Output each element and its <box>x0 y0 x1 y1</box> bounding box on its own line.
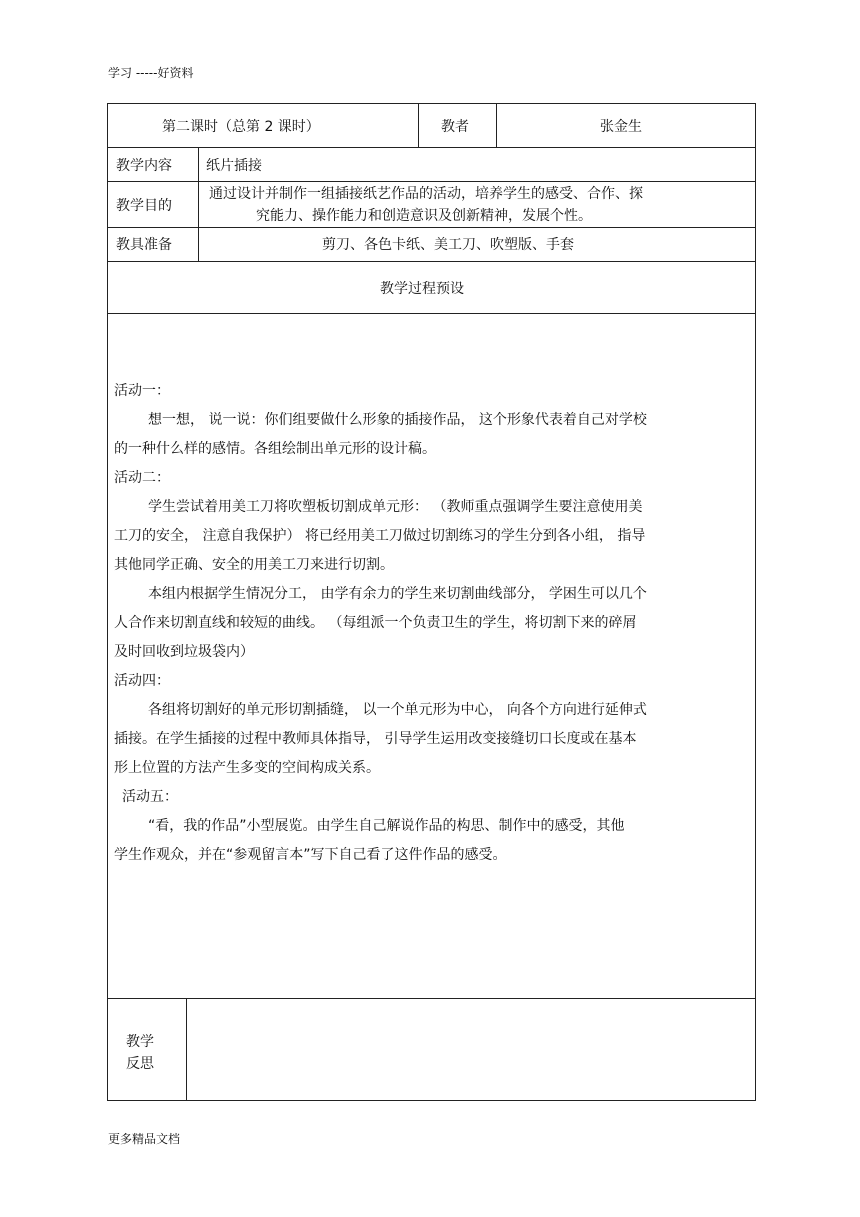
process-content <box>114 377 754 870</box>
activity-3-line: 及时回收到垃圾袋内） <box>114 644 254 660</box>
activity-1-title: 活动一： <box>114 383 170 399</box>
row-divider <box>107 181 756 182</box>
activity-2-title: 活动二： <box>114 470 170 486</box>
column-divider <box>198 147 199 261</box>
row-divider <box>107 147 756 148</box>
activity-3-line: 本组内根据学生情况分工， 由学有余力的学生来切割曲线部分， 学困生可以几个 <box>148 586 647 602</box>
row-divider <box>107 227 756 228</box>
activity-3-line: 人合作来切割直线和较短的曲线。 （每组派一个负责卫生的学生，将切割下来的碎屑 <box>114 615 637 631</box>
objective-line-2: 究能力、操作能力和创造意识及创新精神，发展个性。 <box>256 208 592 224</box>
content-value: 纸片插接 <box>206 158 262 174</box>
row-divider <box>107 313 756 314</box>
row-divider <box>107 998 756 999</box>
reflection-label-line-2: 反思 <box>126 1056 154 1072</box>
content-label: 教学内容 <box>116 158 172 174</box>
activity-4-title: 活动四： <box>114 673 170 689</box>
activity-5-title: 活动五： <box>122 789 178 805</box>
column-divider <box>186 998 187 1101</box>
column-divider <box>496 103 497 147</box>
activity-4-line: 各组将切割好的单元形切割插缝， 以一个单元形为中心， 向各个方向进行延伸式 <box>148 702 647 718</box>
activity-5-line: “看，我的作品”小型展览。由学生自己解说作品的构思、制作中的感受，其他 <box>148 818 625 834</box>
activity-4-line: 插接。在学生插接的过程中教师具体指导， 引导学生运用改变接缝切口长度或在基本 <box>114 731 637 747</box>
teacher-name: 张金生 <box>600 119 642 135</box>
activity-2-line: 工刀的安全， 注意自我保护） 将已经用美工刀做过切割练习的学生分到各小组， 指导 <box>114 528 646 544</box>
process-heading: 教学过程预设 <box>380 281 464 297</box>
page-header-note: 学习 -----好资料 <box>108 66 194 80</box>
activity-5-line: 学生作观众，并在“参观留言本”写下自己看了这件作品的感受。 <box>114 847 507 863</box>
activity-2-line: 其他同学正确、安全的用美工刀来进行切割。 <box>114 557 394 573</box>
column-divider <box>418 103 419 147</box>
activity-1-line: 想一想， 说一说：你们组要做什么形象的插接作品， 这个形象代表着自己对学校 <box>148 412 647 428</box>
materials-label: 教具准备 <box>116 237 172 253</box>
materials-value: 剪刀、各色卡纸、美工刀、吹塑版、手套 <box>322 237 574 253</box>
activity-4-line: 形上位置的方法产生多变的空间构成关系。 <box>114 760 380 776</box>
lesson-period: 第二课时（总第 2 课时） <box>162 119 320 135</box>
reflection-content-area <box>188 1000 754 1099</box>
teacher-label: 教者 <box>441 119 469 135</box>
activity-1-line: 的一种什么样的感情。各组绘制出单元形的设计稿。 <box>114 441 436 457</box>
objective-label: 教学目的 <box>116 198 172 214</box>
row-divider <box>107 261 756 262</box>
activity-2-line: 学生尝试着用美工刀将吹塑板切割成单元形： （教师重点强调学生要注意使用美 <box>148 499 643 515</box>
objective-line-1: 通过设计并制作一组插接纸艺作品的活动，培养学生的感受、合作、探 <box>209 186 643 202</box>
page-footer-note: 更多精品文档 <box>108 1132 181 1146</box>
reflection-label-line-1: 教学 <box>126 1034 154 1050</box>
